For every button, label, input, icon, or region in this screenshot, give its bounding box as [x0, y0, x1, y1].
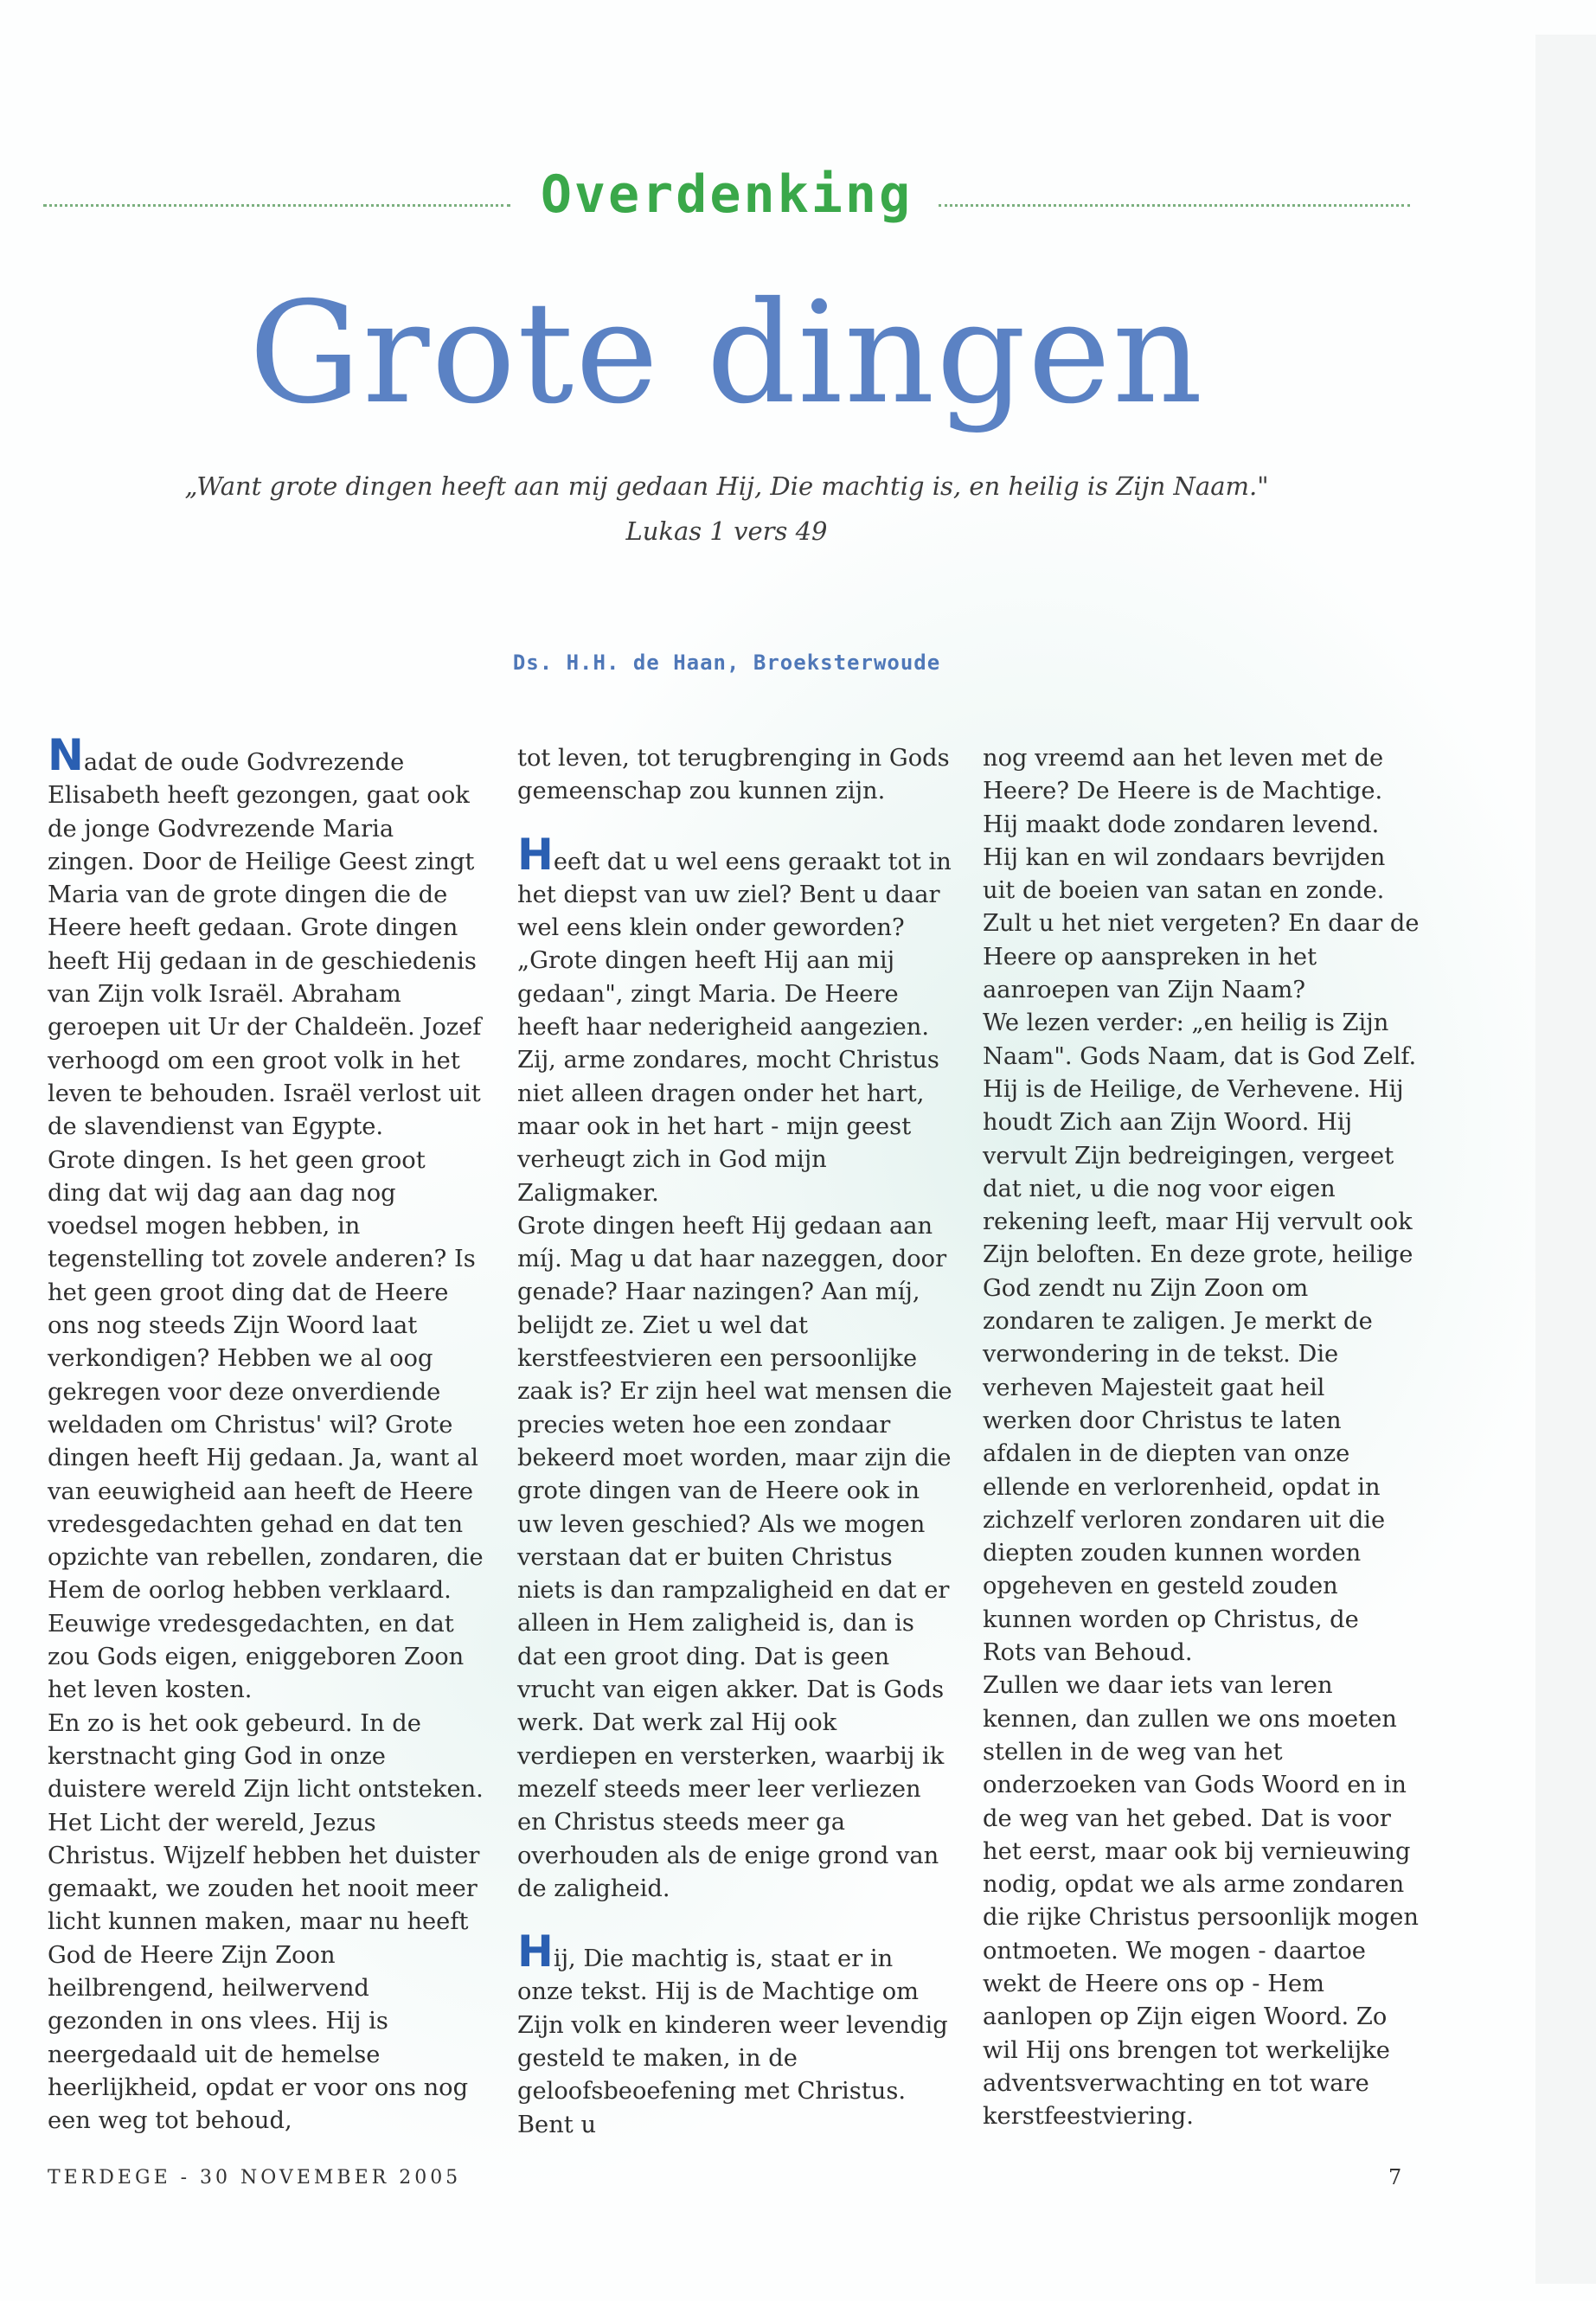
paragraph — [517, 1926, 954, 2142]
section-header — [43, 164, 1410, 242]
paragraph-text: adat de oude Godvrezende Elisabeth heeft gezongen, gaat ook de jonge Godvrezende Maria zingen. Door de Heilige Geest zingt Maria van de grote dingen die de Heere heeft gedaan. Grote dingen heeft Hij gedaan in de geschiedenis van Zijn volk Israël. Abraham geroepen uit Ur der Chaldeën. Jozef verhoogd om een groot volk in het leven te behouden. Israël verlost uit de slavendienst van Egypte. — [48, 749, 482, 1141]
article-title: Grote dingen — [248, 272, 1205, 435]
text-column-2 — [517, 742, 954, 2142]
text-column-1 — [48, 730, 484, 2138]
bible-quote: „Want grote dingen heeft aan mij gedaan Hij, Die machtig is, en heilig is Zijn Naam." — [184, 471, 1269, 501]
author-byline: Ds. H.H. de Haan, Broeksterwoude — [512, 651, 941, 675]
paragraph — [48, 730, 484, 1144]
paragraph: tot leven, tot terugbrenging in Gods gemeenschap zou kunnen zijn. — [517, 745, 950, 805]
paragraph: Grote dingen heeft Hij gedaan aan míj. Mag u dat haar nazeggen, door genade? Haar nazingen? Aan míj, belijdt ze. Ziet u wel dat kerstfeestvieren een persoonlijke zaak is? Er zijn heel wat mensen die precies weten hoe een zondaar bekeerd moet worden, maar zijn die grote dingen van de Heere ook in uw leven geschied? Als we mogen verstaan dat er buiten Christus niets is dan rampzaligheid en dat er alleen in Hem zaligheid is, dan is dat een groot ding. Dat is geen vrucht van eigen akker. Dat is Gods werk. Dat werk zal Hij ook verdiepen en versterken, waarbij ik mezelf steeds meer leer verliezen en Christus steeds meer ga overhouden als de enige grond van de zaligheid. — [517, 1212, 952, 1902]
paragraph-text: eeft dat u wel eens geraakt tot in het diepst van uw ziel? Bent u daar wel eens klein onder geworden? „Grote dingen heeft Hij aan mij gedaan", zingt Maria. De Heere heeft haar nederigheid aangezien. Zij, arme zondares, mocht Christus niet alleen dragen onder het hart, maar ook in het hart - mijn geest verheugt zich in God mijn Zaligmaker. — [517, 848, 952, 1207]
drop-cap: H — [517, 1926, 554, 1977]
bible-reference: Lukas 1 vers 49 — [625, 516, 828, 546]
publication-footer: TERDEGE - 30 NOVEMBER 2005 — [48, 2167, 462, 2189]
drop-cap: N — [48, 730, 84, 780]
paragraph: Grote dingen. Is het geen groot ding dat wij dag aan dag nog voedsel mogen hebben, in tegenstelling tot zovele anderen? Is het geen groot ding dat de Heere ons nog steeds Zijn Woord laat verkondigen? Hebben we al oog gekregen voor deze onverdiende weldaden om Christus' wil? Grote dingen heeft Hij gedaan. Ja, want al van eeuwigheid aan heeft de Heere vredesgedachten gehad en dat ten opzichte van rebellen, zondaren, die Hem de oorlog hebben verklaard. Eeuwige vredesgedachten, en dat zou Gods eigen, eniggeboren Zoon het leven kosten. — [48, 1146, 484, 1704]
paragraph: We lezen verder: „en heilig is Zijn Naam". Gods Naam, dat is God Zelf. Hij is de Heilige, de Verhevene. Hij houdt Zich aan Zijn Woord. Hij vervult Zijn bedreigingen, vergeet dat niet, u die nog voor eigen rekening leeft, maar Hij vervult ook Zijn beloften. En deze grote, heilige God zendt nu Zijn Zoon om zondaren te zaligen. Je merkt de verwondering in de tekst. Die verheven Majesteit gaat heil werken door Christus te laten afdalen in de diepten van onze ellende en verlorenheid, opdat in zichzelf verloren zondaren uit die diepten zouden kunnen worden opgeheven en gesteld zouden kunnen worden op Christus, de Rots van Behoud. — [983, 1009, 1417, 1667]
paragraph-text: ij, Die machtig is, staat er in onze tekst. Hij is de Machtige om Zijn volk en kinderen weer levendig gesteld te maken, in de geloofsbeoefening met Christus. Bent u — [517, 1945, 948, 2138]
scan-edge — [1535, 35, 1596, 2284]
dotted-rule-left — [43, 204, 510, 207]
dotted-rule-right — [939, 204, 1410, 207]
drop-cap: H — [517, 829, 554, 880]
paragraph: Zullen we daar iets van leren kennen, dan zullen we ons moeten stellen in de weg van het onderzoeken van Gods Woord en in de weg van het gebed. Dat is voor het eerst, maar ook bij vernieuwing nodig, opdat we als arme zondaren die rijke Christus persoonlijk mogen ontmoeten. We mogen - daartoe wekt de Heere ons op - Hem aanlopen op Zijn eigen Woord. Zo wil Hij ons brengen tot werkelijke adventsverwachting en tot ware kerstfeestviering. — [983, 1672, 1419, 2131]
text-column-3 — [983, 742, 1420, 2133]
paragraph — [517, 829, 954, 1210]
paragraph: En zo is het ook gebeurd. In de kerstnacht ging God in onze duistere wereld Zijn licht ontsteken. Het Licht der wereld, Jezus Christus. Wijzelf hebben het duister gemaakt, we zouden het nooit meer licht kunnen maken, maar nu heeft God de Heere Zijn Zoon heilbrengend, heilwervend gezonden in ons vlees. Hij is neergedaald uit de hemelse heerlijkheid, opdat er voor ons nog een weg tot behoud, — [48, 1709, 484, 2135]
paragraph: nog vreemd aan het leven met de Heere? De Heere is de Machtige. Hij maakt dode zondaren levend. Hij kan en wil zondaars bevrijden uit de boeien van satan en zonde. Zult u het niet vergeten? En daar de Heere op aanspreken in het aanroepen van Zijn Naam? — [983, 745, 1420, 1004]
page-number: 7 — [1388, 2165, 1402, 2189]
section-kicker: Overdenking — [540, 164, 913, 225]
